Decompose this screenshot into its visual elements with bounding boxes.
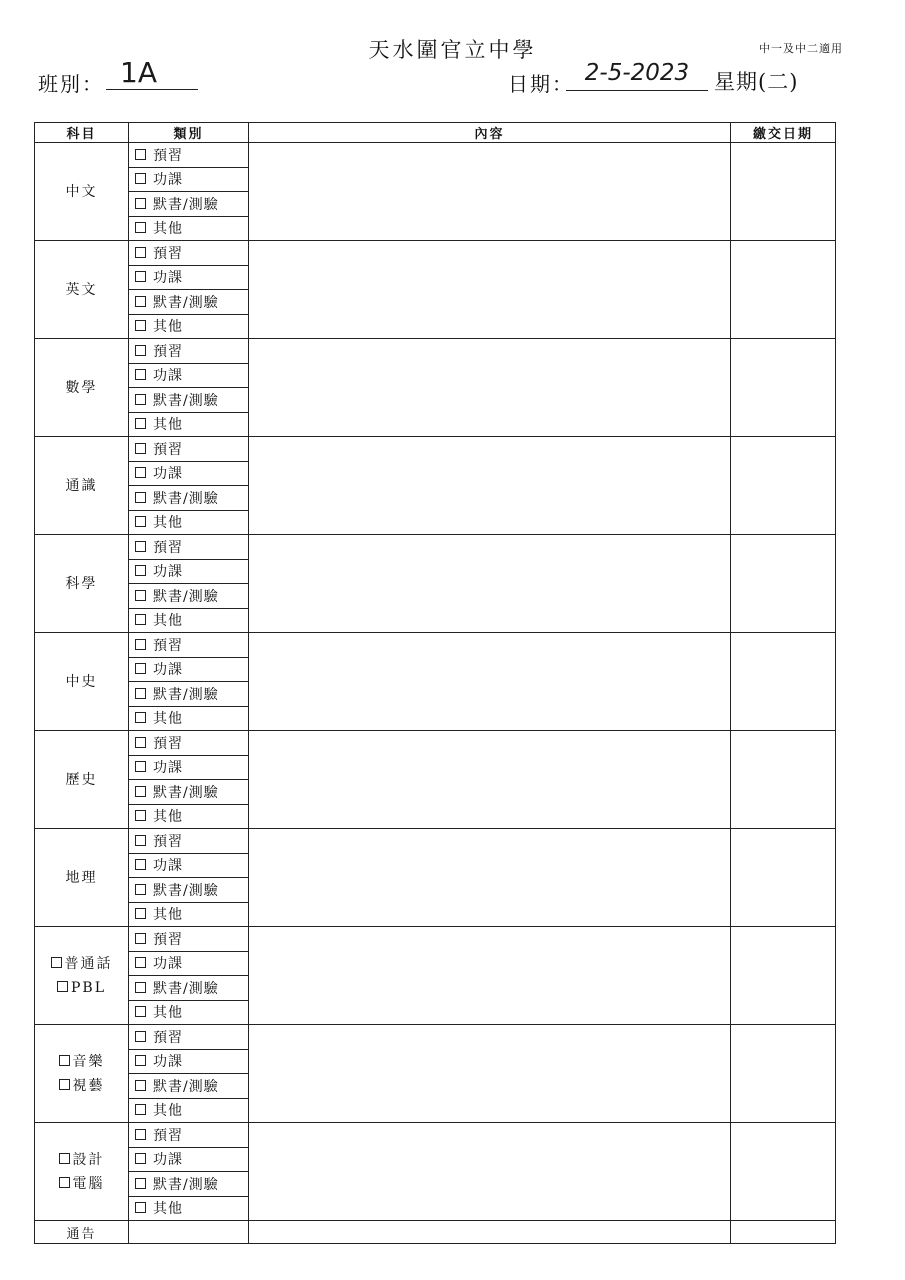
category-checkbox[interactable] [135, 369, 146, 380]
notice-due-date-cell[interactable] [731, 1221, 836, 1244]
category-checkbox[interactable] [135, 418, 146, 429]
category-checkbox[interactable] [135, 590, 146, 601]
table-row [35, 339, 836, 364]
content-cell[interactable] [249, 829, 731, 927]
category-label: 功課 [153, 1054, 183, 1071]
subject-line [35, 1148, 128, 1172]
subject-line [35, 180, 128, 204]
school-title: 天水圍官立中學 [368, 38, 537, 62]
category-checkbox[interactable] [135, 271, 146, 282]
category-label: 其他 [153, 907, 183, 924]
content-cell[interactable] [249, 731, 731, 829]
category-checkbox[interactable] [135, 345, 146, 356]
subject-checkbox[interactable] [57, 981, 68, 992]
category-label: 默書/測驗 [153, 980, 219, 997]
category-label: 預習 [153, 931, 183, 948]
category-label: 默書/測驗 [153, 784, 219, 801]
category-checkbox[interactable] [135, 761, 146, 772]
table-row [35, 437, 836, 462]
category-option[interactable] [129, 1074, 249, 1099]
category-label: 功課 [153, 172, 183, 189]
due-date-cell[interactable] [731, 535, 836, 633]
category-checkbox[interactable] [135, 492, 146, 503]
category-option[interactable] [129, 584, 249, 609]
subject-label: 設計 [72, 1151, 105, 1168]
subject-label: 地理 [65, 869, 98, 886]
category-label: 功課 [153, 858, 183, 875]
due-date-cell[interactable] [731, 1025, 836, 1123]
subject-label: PBL [70, 979, 106, 996]
category-option[interactable] [129, 143, 249, 168]
category-option[interactable] [129, 829, 249, 854]
category-label: 功課 [153, 760, 183, 777]
category-option[interactable] [129, 853, 249, 878]
due-date-cell[interactable] [731, 633, 836, 731]
category-option[interactable] [129, 1098, 249, 1123]
content-cell[interactable] [249, 1025, 731, 1123]
category-label: 其他 [153, 1103, 183, 1120]
table-row [35, 731, 836, 756]
subject-checkbox[interactable] [59, 1177, 70, 1188]
category-option[interactable] [129, 510, 249, 535]
subject-label: 數學 [65, 379, 98, 396]
category-checkbox[interactable] [135, 957, 146, 968]
category-checkbox[interactable] [135, 541, 146, 552]
content-cell[interactable] [249, 927, 731, 1025]
notice-row [35, 1221, 836, 1244]
homework-table [34, 122, 836, 1244]
category-label: 其他 [153, 1201, 183, 1218]
category-option[interactable] [129, 167, 249, 192]
category-option[interactable] [129, 804, 249, 829]
category-checkbox[interactable] [135, 810, 146, 821]
category-checkbox[interactable] [135, 149, 146, 160]
category-column-header: 類別 [129, 123, 249, 143]
subject-cell [35, 1123, 129, 1221]
category-option[interactable] [129, 755, 249, 780]
category-checkbox[interactable] [135, 614, 146, 625]
category-label: 功課 [153, 1152, 183, 1169]
category-label: 功課 [153, 270, 183, 287]
category-option[interactable] [129, 265, 249, 290]
category-checkbox[interactable] [135, 982, 146, 993]
category-option[interactable] [129, 927, 249, 952]
category-checkbox[interactable] [135, 712, 146, 723]
category-checkbox[interactable] [135, 1129, 146, 1140]
category-label: 功課 [153, 466, 183, 483]
category-checkbox[interactable] [135, 198, 146, 209]
category-label: 默書/測驗 [153, 1176, 219, 1193]
table-row [35, 927, 836, 952]
category-label: 預習 [153, 147, 183, 164]
class-field[interactable]: 1A [106, 56, 198, 90]
subject-label: 電腦 [72, 1175, 105, 1192]
subject-column-header: 科目 [35, 123, 129, 143]
due-date-column-header: 繳交日期 [731, 123, 836, 143]
category-label: 預習 [153, 441, 183, 458]
category-option[interactable] [129, 731, 249, 756]
category-label: 功課 [153, 956, 183, 973]
category-checkbox[interactable] [135, 835, 146, 846]
subject-label: 歷史 [65, 771, 98, 788]
category-checkbox[interactable] [135, 1080, 146, 1091]
category-checkbox[interactable] [135, 443, 146, 454]
subject-cell [35, 241, 129, 339]
category-label: 其他 [153, 1005, 183, 1022]
category-option[interactable] [129, 657, 249, 682]
date-label: 日期： [508, 72, 574, 96]
table-row [35, 829, 836, 854]
content-cell[interactable] [249, 1123, 731, 1221]
category-option[interactable] [129, 216, 249, 241]
category-label: 預習 [153, 1127, 183, 1144]
category-checkbox[interactable] [135, 639, 146, 650]
category-label: 預習 [153, 833, 183, 850]
due-date-cell[interactable] [731, 339, 836, 437]
category-option[interactable] [129, 339, 249, 364]
table-row [35, 1025, 836, 1050]
content-cell[interactable] [249, 633, 731, 731]
subject-label: 視藝 [72, 1077, 105, 1094]
content-cell[interactable] [249, 241, 731, 339]
subject-line [35, 1050, 128, 1074]
table-row [35, 535, 836, 560]
category-option[interactable] [129, 902, 249, 927]
subject-label: 英文 [65, 281, 98, 298]
category-option[interactable] [129, 976, 249, 1001]
due-date-cell[interactable] [731, 731, 836, 829]
subject-cell [35, 731, 129, 829]
date-field[interactable]: 2-5-2023 [566, 60, 708, 91]
content-cell[interactable] [249, 339, 731, 437]
category-option[interactable] [129, 1025, 249, 1050]
category-option[interactable] [129, 682, 249, 707]
table-row [35, 633, 836, 658]
table-body [35, 143, 836, 1244]
category-label: 預習 [153, 637, 183, 654]
category-label: 其他 [153, 319, 183, 336]
subject-cell [35, 339, 129, 437]
subject-checkbox[interactable] [51, 957, 62, 968]
notice-label: 通告 [35, 1221, 129, 1244]
category-checkbox[interactable] [135, 247, 146, 258]
category-checkbox[interactable] [135, 1006, 146, 1017]
category-checkbox[interactable] [135, 320, 146, 331]
category-checkbox[interactable] [135, 786, 146, 797]
category-checkbox[interactable] [135, 908, 146, 919]
due-date-cell[interactable] [731, 829, 836, 927]
category-checkbox[interactable] [135, 933, 146, 944]
subject-cell [35, 1025, 129, 1123]
category-label: 默書/測驗 [153, 882, 219, 899]
table-row [35, 143, 836, 168]
category-label: 功課 [153, 368, 183, 385]
weekday-field[interactable]: 星期(二) [714, 70, 799, 94]
category-checkbox[interactable] [135, 1178, 146, 1189]
category-label: 其他 [153, 613, 183, 630]
category-checkbox[interactable] [135, 1202, 146, 1213]
subject-label: 普通話 [64, 955, 113, 972]
category-option[interactable] [129, 1049, 249, 1074]
category-checkbox[interactable] [135, 663, 146, 674]
category-checkbox[interactable] [135, 1031, 146, 1042]
category-option[interactable] [129, 1123, 249, 1148]
category-checkbox[interactable] [135, 565, 146, 576]
subject-label: 通識 [65, 477, 98, 494]
category-option[interactable] [129, 559, 249, 584]
subject-cell [35, 927, 129, 1025]
subject-line [35, 768, 128, 792]
category-label: 默書/測驗 [153, 490, 219, 507]
category-checkbox[interactable] [135, 1104, 146, 1115]
subject-checkbox[interactable] [59, 1153, 70, 1164]
table-header-row [35, 123, 836, 143]
subject-label: 科學 [65, 575, 98, 592]
category-checkbox[interactable] [135, 1153, 146, 1164]
category-checkbox[interactable] [135, 688, 146, 699]
category-option[interactable] [129, 461, 249, 486]
category-label: 默書/測驗 [153, 392, 219, 409]
subject-checkbox[interactable] [59, 1079, 70, 1090]
category-option[interactable] [129, 878, 249, 903]
category-checkbox[interactable] [135, 859, 146, 870]
category-label: 預習 [153, 343, 183, 360]
category-option[interactable] [129, 388, 249, 413]
table-row [35, 241, 836, 266]
subject-line [35, 278, 128, 302]
category-option[interactable] [129, 1147, 249, 1172]
category-label: 其他 [153, 417, 183, 434]
notice-content-cell[interactable] [249, 1221, 731, 1244]
category-label: 默書/測驗 [153, 588, 219, 605]
category-label: 其他 [153, 515, 183, 532]
category-option[interactable] [129, 1196, 249, 1221]
category-option[interactable] [129, 192, 249, 217]
due-date-cell[interactable] [731, 143, 836, 241]
due-date-cell[interactable] [731, 927, 836, 1025]
category-option[interactable] [129, 241, 249, 266]
subject-line [35, 474, 128, 498]
subject-line [35, 670, 128, 694]
category-checkbox[interactable] [135, 173, 146, 184]
table-row [35, 1123, 836, 1148]
content-column-header: 內容 [249, 123, 731, 143]
category-label: 預習 [153, 735, 183, 752]
subject-cell [35, 437, 129, 535]
category-checkbox[interactable] [135, 884, 146, 895]
subject-cell [35, 143, 129, 241]
category-option[interactable] [129, 1172, 249, 1197]
notice-category-cell[interactable] [129, 1221, 249, 1244]
category-checkbox[interactable] [135, 222, 146, 233]
subject-label: 中史 [65, 673, 98, 690]
applicable-forms-note: 中一及中二適用 [759, 42, 843, 55]
category-option[interactable] [129, 363, 249, 388]
subject-line [35, 866, 128, 890]
category-checkbox[interactable] [135, 516, 146, 527]
category-option[interactable] [129, 486, 249, 511]
category-checkbox[interactable] [135, 467, 146, 478]
subject-line [35, 1074, 128, 1098]
category-label: 默書/測驗 [153, 294, 219, 311]
category-label: 預習 [153, 1029, 183, 1046]
category-label: 預習 [153, 245, 183, 262]
category-label: 其他 [153, 221, 183, 238]
due-date-cell[interactable] [731, 1123, 836, 1221]
category-checkbox[interactable] [135, 394, 146, 405]
subject-label: 中文 [65, 183, 98, 200]
subject-line [35, 952, 128, 976]
category-option[interactable] [129, 437, 249, 462]
category-label: 默書/測驗 [153, 196, 219, 213]
category-option[interactable] [129, 412, 249, 437]
subject-cell [35, 535, 129, 633]
category-option[interactable] [129, 780, 249, 805]
category-label: 預習 [153, 539, 183, 556]
category-option[interactable] [129, 633, 249, 658]
content-cell[interactable] [249, 535, 731, 633]
category-label: 默書/測驗 [153, 686, 219, 703]
subject-line [35, 376, 128, 400]
category-option[interactable] [129, 314, 249, 339]
category-checkbox[interactable] [135, 737, 146, 748]
category-option[interactable] [129, 706, 249, 731]
category-label: 功課 [153, 564, 183, 581]
subject-line [35, 1172, 128, 1196]
subject-checkbox[interactable] [59, 1055, 70, 1066]
category-label: 功課 [153, 662, 183, 679]
due-date-cell[interactable] [731, 437, 836, 535]
category-option[interactable] [129, 608, 249, 633]
category-option[interactable] [129, 1000, 249, 1025]
category-label: 其他 [153, 809, 183, 826]
subject-line [35, 976, 128, 1000]
subject-cell [35, 633, 129, 731]
due-date-cell[interactable] [731, 241, 836, 339]
subject-cell [35, 829, 129, 927]
class-label: 班別： [38, 72, 104, 96]
content-cell[interactable] [249, 437, 731, 535]
category-option[interactable] [129, 951, 249, 976]
category-checkbox[interactable] [135, 296, 146, 307]
subject-line [35, 572, 128, 596]
subject-label: 音樂 [72, 1053, 105, 1070]
category-option[interactable] [129, 535, 249, 560]
category-checkbox[interactable] [135, 1055, 146, 1066]
category-option[interactable] [129, 290, 249, 315]
category-label: 其他 [153, 711, 183, 728]
category-label: 默書/測驗 [153, 1078, 219, 1095]
content-cell[interactable] [249, 143, 731, 241]
